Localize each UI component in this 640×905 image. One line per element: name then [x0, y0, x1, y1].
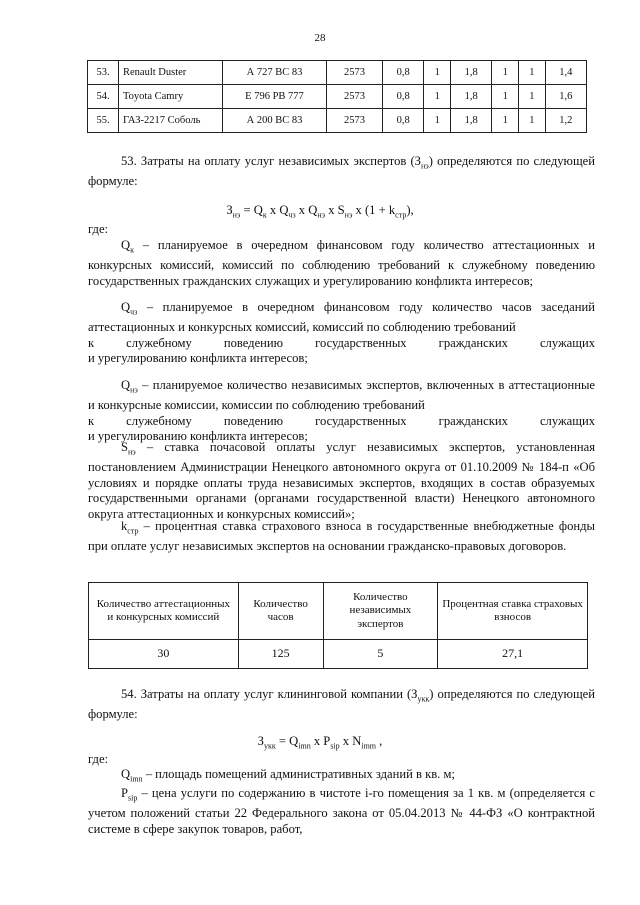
page-number: 28 — [314, 32, 326, 44]
definition-qchz: $Q_{чз}$ – планируемое в очередном финансовом году количество часов заседаний аттестационных и конкурсных комиссий, комиссий по соблюдению требований к служебному поведению государственных гражданских служащих и урегулированию конфликта интересов; — [88, 300, 595, 366]
expert-params-table — [88, 582, 588, 669]
cell-value: 30 — [89, 640, 239, 669]
table-row — [88, 85, 587, 109]
cell-value: 1 — [492, 109, 519, 133]
cell-value: 1 — [424, 61, 451, 85]
plate-number: Е 796 РВ 777 — [223, 85, 327, 109]
definition-qimn: $Q_{imn}$ – площадь помещений административных зданий в кв. м; — [121, 767, 455, 784]
cell-value: 2573 — [327, 85, 383, 109]
column-header: Количество независимых экспертов — [323, 583, 438, 640]
cell-value: 2573 — [327, 109, 383, 133]
section-53-intro: 53. Затраты на оплату услуг независимых экспертов $(З_{нэ})$ определяются по следующей формуле: — [88, 154, 595, 189]
cell-value: 1 — [519, 61, 546, 85]
formula-expert-costs: $З_{нэ} = Q_к$ x $Q_{чз}$ x $Q_{нэ}$ x $S_{нэ}$ x $(1 + k_{стр})$, — [226, 203, 414, 220]
where-label: где: — [88, 222, 109, 236]
row-number: 54. — [88, 85, 119, 109]
cell-value: 1 — [492, 85, 519, 109]
cell-value: 1,8 — [451, 61, 492, 85]
table-row — [88, 61, 587, 85]
column-header: Процентная ставка страховых взносов — [438, 583, 588, 640]
plate-number: А 200 ВС 83 — [223, 109, 327, 133]
cell-value: 1,2 — [545, 109, 586, 133]
cell-value: 1,8 — [451, 109, 492, 133]
row-number: 55. — [88, 109, 119, 133]
vehicle-model: Toyota Camry — [119, 85, 223, 109]
definition-kstr: $k_{стр}$ – процентная ставка страхового взноса в государственные внебюджетные фонды при оплате услуг независимых экспертов на основании гражданско-правовых договоров. — [88, 519, 595, 554]
section-54-intro: 54. Затраты на оплату услуг клининговой компании $(З_{укк})$ определяются по следующей формуле: — [88, 687, 595, 722]
row-number: 53. — [88, 61, 119, 85]
cell-value: 0,8 — [383, 85, 424, 109]
cell-value: 1 — [492, 61, 519, 85]
cell-value: 1 — [519, 109, 546, 133]
vehicle-model: ГАЗ-2217 Соболь — [119, 109, 223, 133]
cell-value: 1,8 — [451, 85, 492, 109]
definition-qk: $Q_к$ – планируемое в очередном финансовом году количество аттестационных и конкурсных комиссий, комиссий по соблюдению требований к служебному поведению государственных гражданских служащих и урегулированию конфликта интересов; — [88, 238, 595, 288]
plate-number: А 727 ВС 83 — [223, 61, 327, 85]
cell-value: 1 — [424, 109, 451, 133]
cell-value: 5 — [323, 640, 438, 669]
cell-value: 1,4 — [545, 61, 586, 85]
table-row — [89, 640, 588, 669]
definition-psip: $P_{sip}$ – цена услуги по содержанию в чистоте i-го помещения за 1 кв. м (определяется с учетом положений статьи 22 Федерального закона от 05.04.2013 № 44-ФЗ «О контрактной системе в сфере закупок товаров, работ, — [88, 786, 595, 836]
table-header-row — [89, 583, 588, 640]
column-header: Количество часов — [238, 583, 323, 640]
cell-value: 2573 — [327, 61, 383, 85]
column-header: Количество аттестационных и конкурсных комиссий — [89, 583, 239, 640]
definition-sne: $S_{нэ}$ – ставка почасовой оплаты услуг независимых экспертов, установленная постановлением Администрации Ненецкого автономного округа от 01.10.2009 № 184-п «Об условиях и порядке оплаты труда независимых экспертов, входящих в состав образуемых государственными органами (органами государственной власти) Ненецкого автономного округа аттестационных и конкурсных комиссий»; — [88, 440, 595, 521]
vehicles-table — [87, 60, 587, 133]
cell-value: 1 — [424, 85, 451, 109]
cell-value: 1 — [519, 85, 546, 109]
cell-value: 1,6 — [545, 85, 586, 109]
formula-cleaning-costs: $З_{укк} = Q_{imn}$ x $P_{sip}$ x $N_{imm}$ , — [257, 734, 383, 751]
cell-value: 125 — [238, 640, 323, 669]
table-row — [88, 109, 587, 133]
vehicle-model: Renault Duster — [119, 61, 223, 85]
where-label: где: — [88, 752, 109, 766]
cell-value: 27,1 — [438, 640, 588, 669]
cell-value: 0,8 — [383, 109, 424, 133]
cell-value: 0,8 — [383, 61, 424, 85]
definition-qne: $Q_{нэ}$ – планируемое количество независимых экспертов, включенных в аттестационные и конкурсные комиссии, комиссии по соблюдению требований к служебному поведению государственных гражданских служащих и урегулированию конфликта интересов; — [88, 378, 595, 444]
